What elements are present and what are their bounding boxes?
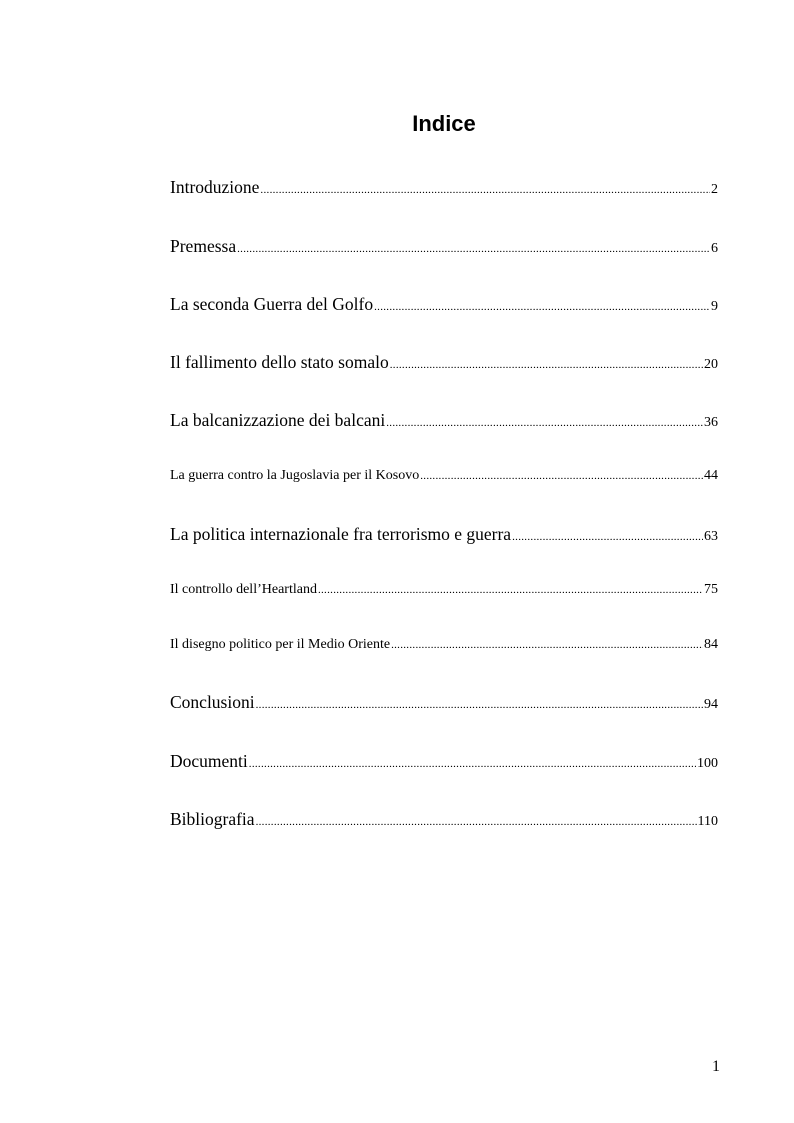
- toc-entry-page: 75: [704, 582, 718, 597]
- toc-entry-page: 9: [711, 299, 718, 314]
- toc-entry-label: La seconda Guerra del Golfo: [170, 294, 374, 314]
- toc-entry-page: 2: [711, 182, 718, 197]
- toc-entry-page: 100: [697, 756, 718, 771]
- toc-dot-leader: [249, 753, 696, 775]
- toc-entry-bibliografia[interactable]: [170, 808, 718, 833]
- toc-dot-leader: [260, 179, 710, 201]
- toc-entry-guerra-jugoslavia[interactable]: [170, 467, 718, 485]
- toc-dot-leader: [390, 354, 703, 376]
- toc-entry-label: La politica internazionale fra terrorismo e guerra: [170, 524, 512, 544]
- toc-entry-page: 110: [697, 814, 718, 829]
- toc-entry-disegno-medio-oriente[interactable]: [170, 636, 718, 654]
- toc-entry-label: Premessa: [170, 236, 237, 256]
- toc-entry-page: 63: [704, 529, 718, 544]
- toc-dot-leader: [318, 581, 703, 599]
- toc-entry-controllo-heartland[interactable]: [170, 581, 718, 599]
- toc-entry-label: Il disegno politico per il Medio Oriente: [170, 637, 391, 652]
- toc-entry-seconda-guerra-golfo[interactable]: [170, 293, 718, 318]
- toc-dot-leader: [420, 467, 703, 485]
- page-number: 1: [712, 1058, 720, 1075]
- toc-dot-leader: [512, 526, 703, 548]
- toc-entry-label: La balcanizzazione dei balcani: [170, 410, 386, 430]
- toc-dot-leader: [237, 238, 710, 260]
- toc-entry-page: 20: [704, 357, 718, 372]
- toc-dot-leader: [391, 636, 703, 654]
- toc-entry-conclusioni[interactable]: [170, 691, 718, 716]
- toc-entry-premessa[interactable]: [170, 235, 718, 260]
- toc-dot-leader: [256, 694, 703, 716]
- toc-entry-page: 84: [704, 637, 718, 652]
- toc-entry-politica-internazionale[interactable]: [170, 523, 718, 548]
- toc-entry-label: Documenti: [170, 751, 248, 771]
- toc-entry-label: Il controllo dell’Heartland: [170, 582, 317, 597]
- toc-entry-introduzione[interactable]: [170, 176, 718, 201]
- toc-entry-label: Bibliografia: [170, 809, 255, 829]
- toc-entry-fallimento-stato-somalo[interactable]: [170, 351, 718, 376]
- toc-entry-label: Il fallimento dello stato somalo: [170, 352, 389, 372]
- toc-entry-label: Conclusioni: [170, 692, 255, 712]
- toc-entry-balcanizzazione[interactable]: [170, 409, 718, 434]
- toc-entry-page: 44: [704, 468, 718, 483]
- toc-dot-leader: [256, 811, 697, 833]
- toc-entry-page: 6: [711, 241, 718, 256]
- page-title: Indice: [412, 111, 476, 136]
- toc-dot-leader: [386, 412, 703, 434]
- toc-entry-label: Introduzione: [170, 177, 260, 197]
- toc-entry-documenti[interactable]: [170, 750, 718, 775]
- toc-entry-page: 36: [704, 415, 718, 430]
- toc-entry-page: 94: [704, 697, 718, 712]
- toc-dot-leader: [374, 296, 710, 318]
- toc-entry-label: La guerra contro la Jugoslavia per il Kosovo: [170, 468, 420, 483]
